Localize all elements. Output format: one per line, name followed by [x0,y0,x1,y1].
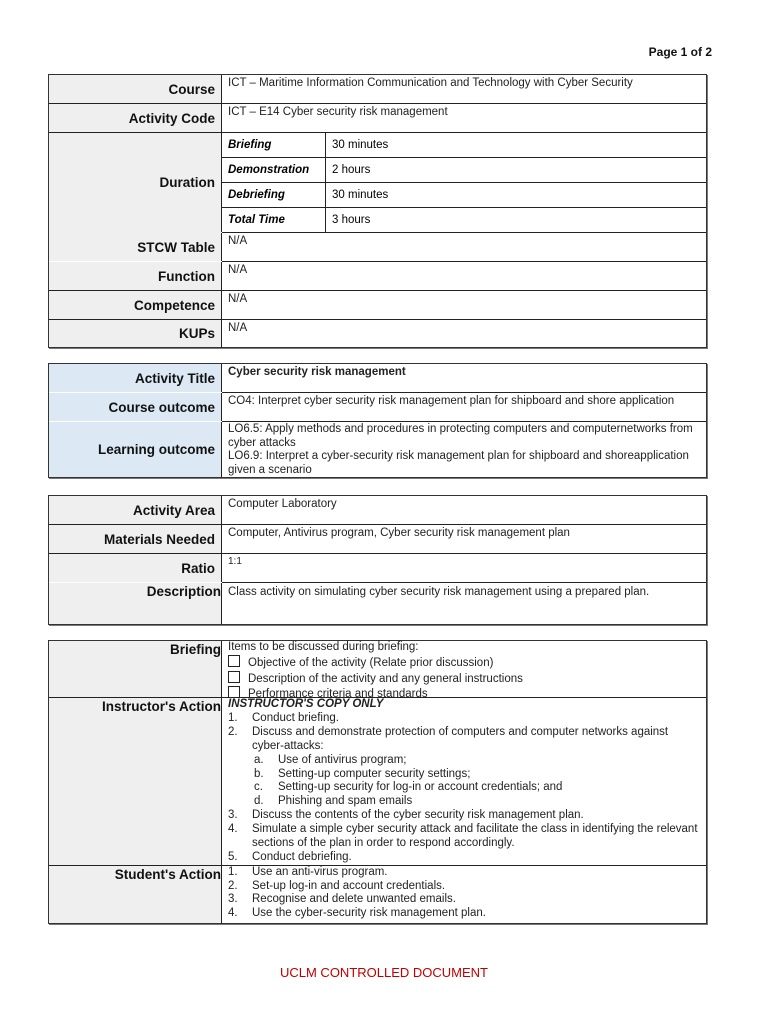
step-number: b. [254,767,264,780]
duration-item [222,133,706,157]
competence-value: N/A [228,293,248,305]
label: Duration [49,133,222,232]
ratio-row [49,553,706,582]
label: Student's Action [49,866,222,923]
course-row [49,75,706,103]
student-step [228,880,700,894]
description-value: Class activity on simulating cyber security risk management using a prepared plan. [222,582,706,624]
stcw-value: N/A [222,232,706,261]
activity-title-value: Cyber security risk management [228,366,406,378]
briefing-item-text: Objective of the activity (Relate prior discussion) [248,656,494,669]
step-number: d. [254,795,264,808]
step-text: Simulate a simple cyber security attack and facilitate the class in identifying the relevant sections of the plan in order to respond accordingly. [252,823,698,850]
step-number: 2. [228,879,238,892]
function-value: N/A [222,261,706,290]
step-text: Use an anti-virus program. [252,866,388,878]
step-text: Recognise and delete unwanted emails. [252,893,456,906]
label: Course outcome [49,393,222,421]
step-number: 2. [228,725,238,738]
description-row [49,582,706,624]
label: Activity Code [49,104,222,132]
step-number: 3. [228,809,238,822]
ratio-value: 1:1 [228,556,242,567]
duration-subtable [222,133,706,232]
course-outcome-value: CO4: Interpret cyber security risk management plan for shipboard and shore application [222,392,706,421]
step-text: Conduct briefing. [252,711,339,724]
step-number: 4. [228,906,238,919]
instructor-substep [228,781,700,795]
footer-controlled-document: UCLM CONTROLLED DOCUMENT [279,965,488,980]
label: Instructor's Action [49,698,222,865]
step-number: 4. [228,823,238,836]
duration-value: 30 minutes [332,189,389,201]
duration-item [222,157,706,182]
step-text: Discuss and demonstrate protection of computers and computer networks against cyber-attacks: [252,725,669,752]
briefing-row [49,641,706,701]
step-text: Use of antivirus program; [278,753,407,766]
instructor-step [228,712,700,726]
activity-details-table [48,495,707,625]
instructor-action-row [49,697,706,865]
step-text: Set-up log-in and account credentials. [252,879,446,892]
duration-key: Total Time [222,208,326,232]
activity-code-row [49,103,706,132]
step-number: c. [254,781,263,794]
label: Learning outcome [49,422,222,477]
activity-code-value: ICT – E14 Cyber security risk management [228,106,448,118]
learning-outcome-row [49,421,706,477]
learning-outcome-line: LO6.9: Interpret a cyber-security risk management plan for shipboard and shoreapplication given a scenario [228,450,689,476]
instructor-step [228,851,700,865]
learning-outcome-line: LO6.5: Apply methods and procedures in protecting computers and computernetworks from cyber attacks [228,423,693,449]
step-number: 1. [228,711,238,724]
function-row [49,261,706,290]
briefing-item [228,671,700,687]
duration-value: 30 minutes [332,139,389,151]
label: KUPs [49,320,222,347]
instructor-substep [228,768,700,782]
duration-key: Demonstration [222,158,326,182]
competence-row [49,290,706,319]
duration-row [49,132,706,232]
step-text: Conduct debriefing. [252,850,352,863]
duration-key: Briefing [222,133,326,157]
briefing-item [228,655,700,671]
activity-outcome-table [48,363,707,478]
materials-row [49,524,706,553]
duration-item [222,182,706,207]
course-value: ICT – Maritime Information Communication and Technology with Cyber Security [228,77,633,89]
procedure-table [48,640,707,924]
checkbox-icon[interactable] [228,686,240,698]
duration-value: 2 hours [332,164,371,176]
step-text: Phishing and spam emails [278,795,413,808]
instructor-step [228,809,700,823]
label: STCW Table [49,233,222,261]
step-number: 5. [228,850,238,863]
instructor-copy-heading: INSTRUCTOR'S COPY ONLY [228,698,384,710]
step-text: Discuss the contents of the cyber security risk management plan. [252,809,584,822]
briefing-intro: Items to be discussed during briefing: [228,641,419,653]
step-number: a. [254,753,264,766]
checkbox-icon[interactable] [228,671,240,683]
student-step [228,866,700,880]
instructor-step [228,823,700,851]
label: Activity Title [49,364,222,392]
student-step [228,893,700,907]
kups-row [49,319,706,347]
label: Ratio [49,554,222,582]
course-outcome-row [49,392,706,421]
student-step [228,907,700,921]
label: Materials Needed [49,525,222,553]
briefing-item-text: Performance criteria and standards [248,688,428,701]
label: Function [49,262,222,290]
duration-item [222,207,706,232]
label: Description [49,583,222,624]
materials-value: Computer, Antivirus program, Cyber security risk management plan [228,527,570,539]
instructor-substep [228,795,700,809]
step-text: Setting-up security for log-in or account credentials; and [278,781,563,794]
step-number: 3. [228,893,238,906]
label: Activity Area [49,496,222,524]
step-text: Use the cyber-security risk management plan. [252,906,486,919]
step-number: 1. [228,866,238,878]
kups-value: N/A [228,322,248,334]
briefing-item-text: Description of the activity and any general instructions [248,672,523,685]
label: Competence [49,291,222,319]
activity-title-row [49,364,706,392]
activity-area-value: Computer Laboratory [228,498,337,510]
page-number: Page 1 of 2 [648,45,712,59]
checkbox-icon[interactable] [228,655,240,667]
duration-key: Debriefing [222,183,326,207]
label: Course [49,75,222,103]
instructor-step [228,726,700,754]
activity-area-row [49,496,706,524]
step-text: Setting-up computer security settings; [278,767,471,780]
instructor-substep [228,754,700,768]
student-action-row [49,865,706,923]
stcw-row [49,232,706,261]
label: Briefing [49,641,222,697]
course-info-table [48,74,707,348]
duration-value: 3 hours [332,214,371,226]
